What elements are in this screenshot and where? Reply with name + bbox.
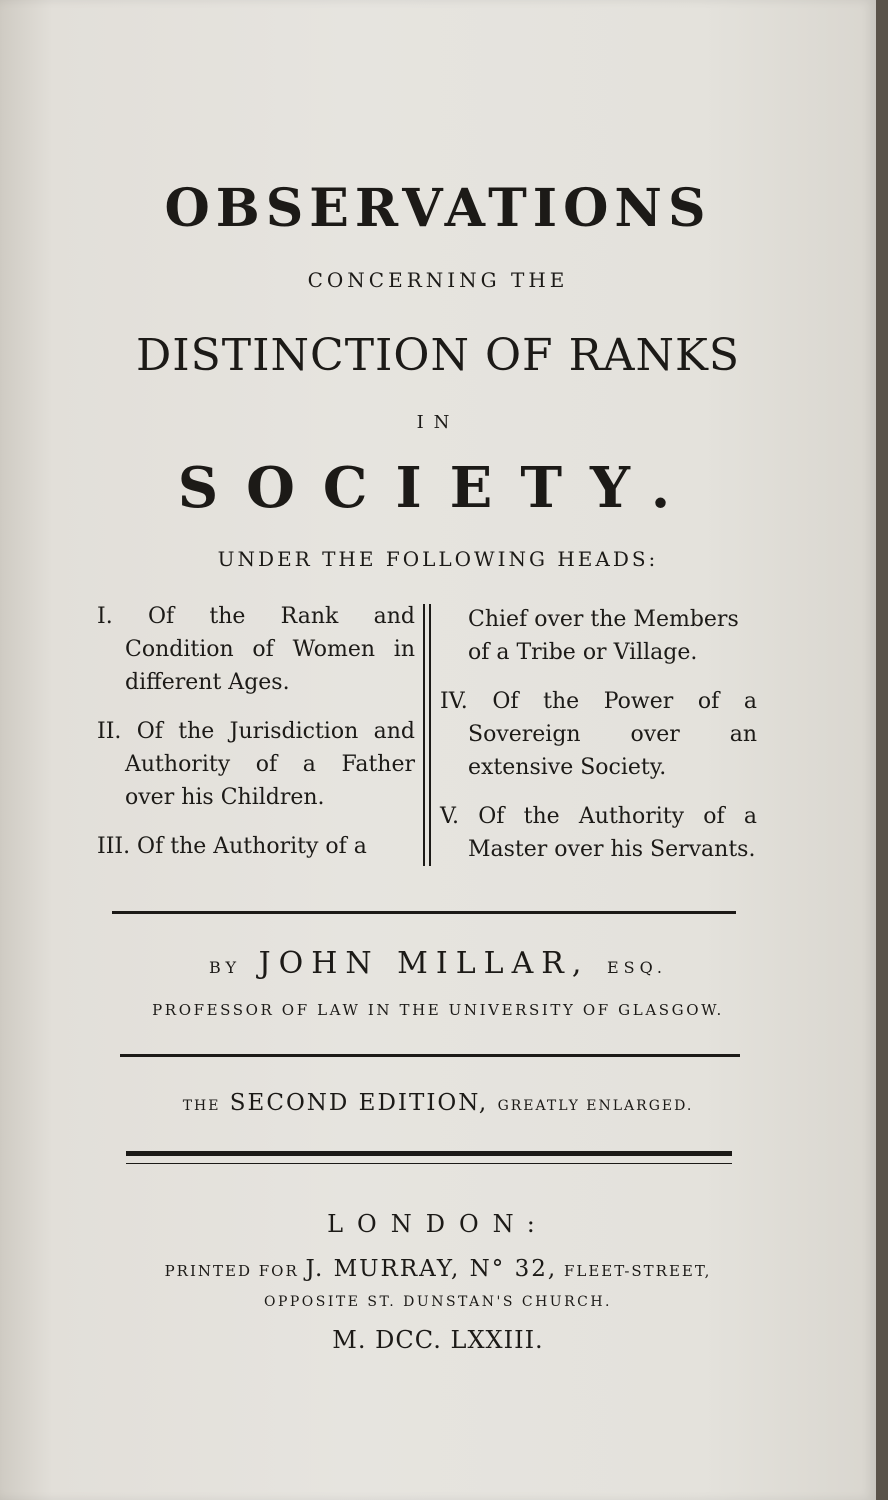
edition-the: THE [182, 1098, 221, 1114]
heads-right-column [442, 603, 757, 882]
column-divider [423, 604, 431, 866]
author-line [0, 946, 876, 981]
author-position: PROFESSOR OF LAW IN THE UNIVERSITY OF GLASGOW. [152, 1001, 724, 1019]
head-item: III. Of the Authority of a [97, 834, 367, 859]
imprint-location: OPPOSITE ST. DUNSTAN'S CHURCH. [263, 1294, 612, 1310]
title-in: IN [416, 412, 460, 433]
rule-2 [120, 1054, 740, 1057]
edition-note: GREATLY ENLARGED. [497, 1098, 694, 1114]
heads-left-column [97, 600, 415, 879]
title-concerning: CONCERNING THE [307, 268, 569, 292]
head-item: II. Of the Jurisdiction and Authority of a Father over his Children. [97, 719, 415, 810]
imprint-printed-line [0, 1256, 876, 1282]
rule-1 [112, 911, 736, 914]
title-society: SOCIETY. [177, 455, 699, 521]
edition-main: SECOND EDITION, [229, 1090, 489, 1116]
head-item: IV. Of the Power of a Sovereign over an extensive Society. [440, 689, 757, 780]
rule-3 [126, 1151, 732, 1156]
head-item: I. Of the Rank and Condition of Women in different Ages. [97, 604, 415, 695]
author-suffix: ESQ. [606, 958, 667, 977]
imprint-printed-for: PRINTED FOR [164, 1262, 299, 1280]
rule-4 [126, 1163, 732, 1164]
author-by: BY [209, 958, 242, 977]
edition-line [0, 1090, 876, 1116]
heads-title: UNDER THE FOLLOWING HEADS: [217, 547, 659, 571]
title-observations: OBSERVATIONS [164, 178, 712, 239]
head-item: V. Of the Authority of a Master over his Servants. [440, 804, 757, 862]
imprint-street: FLEET-STREET, [563, 1262, 712, 1280]
title-distinction: DISTINCTION OF RANKS [136, 330, 740, 381]
head-item-continuation: Chief over the Members of a Tribe or Village. [468, 607, 739, 665]
imprint-date: M. DCC. LXXIII. [332, 1326, 544, 1354]
author-name: JOHN MILLAR, [258, 946, 590, 981]
imprint-city: LONDON: [327, 1210, 549, 1238]
imprint-printer: J. MURRAY, N° 32, [305, 1256, 558, 1282]
